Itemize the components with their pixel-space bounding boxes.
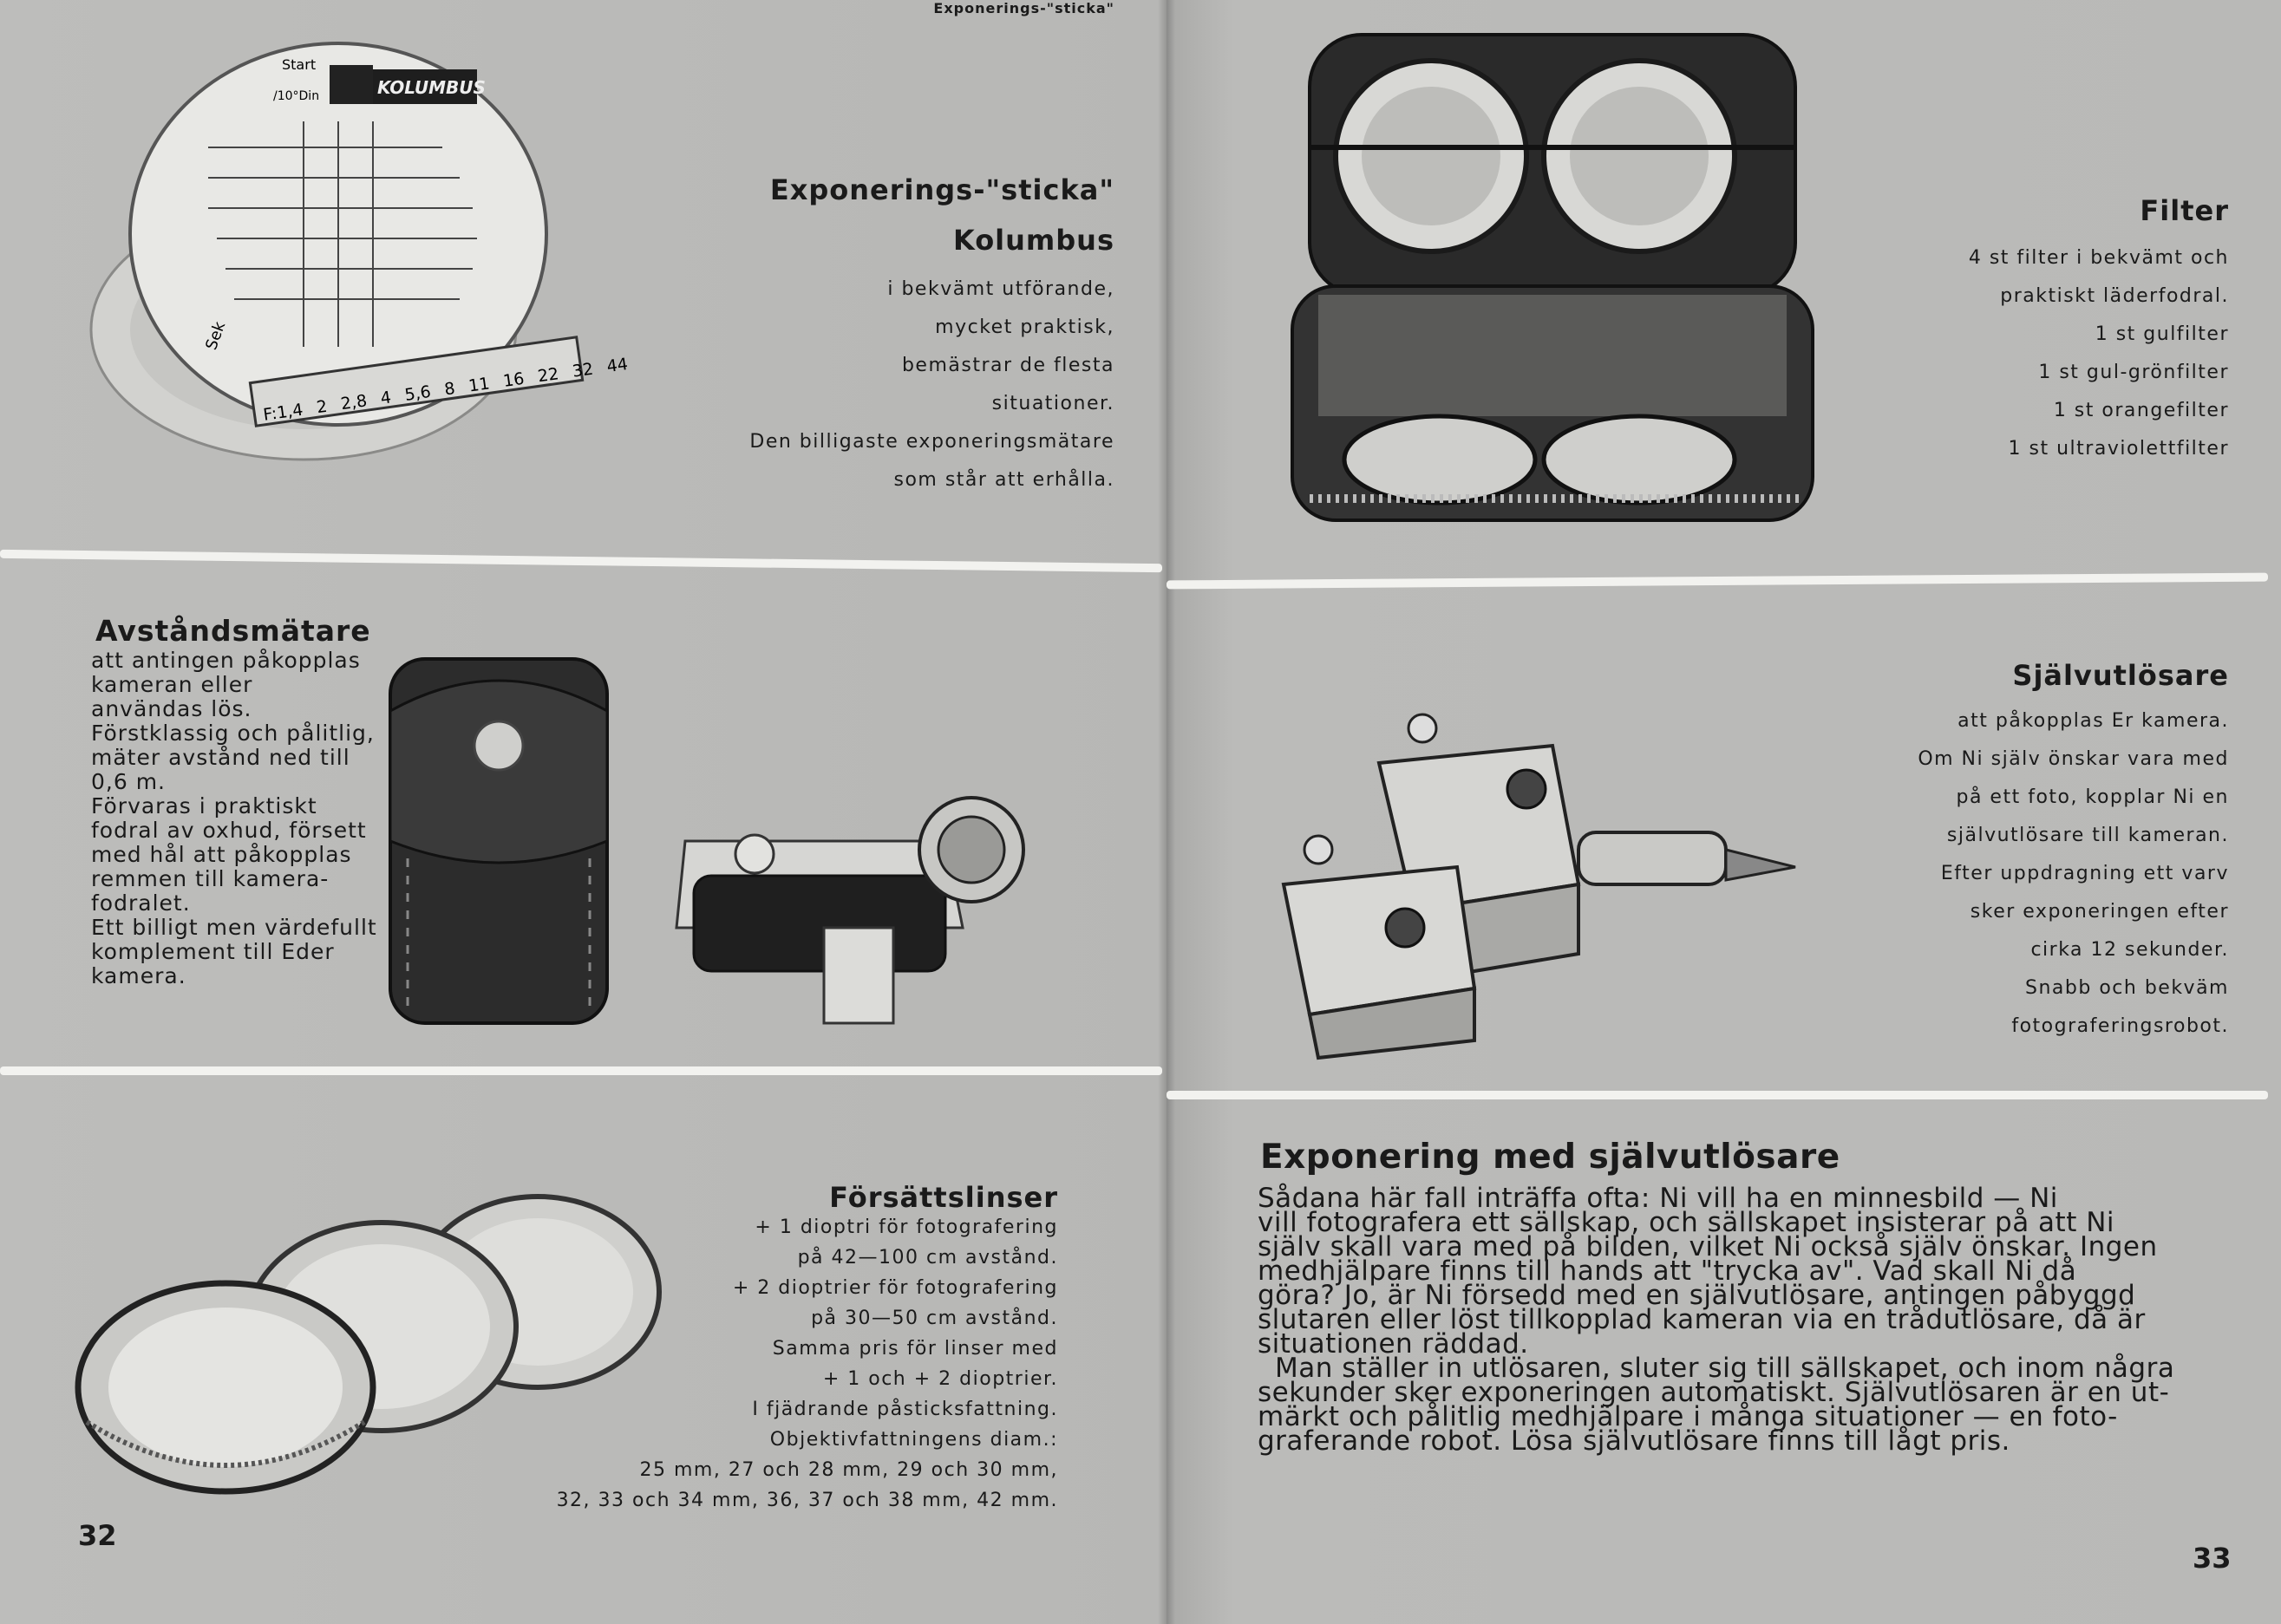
forsattslinser-body: + 1 dioptri för fotografering på 42—100 cm avstånd. + 2 dioptrier för fotografering på 30—50 cm avstånd. Samma pris för linser med + 1 och + 2 dioptrier. I fjädrande påsticksfattning. Objektivfattningens diam.: 25 mm, 27 och 28 mm, 29 och 30 mm, 32, 33 och 34 mm, 36, 37 och 38 mm, 42 mm. xyxy=(556,1216,1058,1511)
section-divider xyxy=(0,1066,1162,1075)
kolumbus-title-line-1: Exponerings-"sticka" xyxy=(769,173,1114,206)
svg-text:Start: Start xyxy=(282,56,317,73)
svg-text:F:1,4 2 2,8 4: F:1,4 2 2,8 4 5,6 8 11 16 22 32 44 xyxy=(262,354,630,425)
kolumbus-body: i bekvämt utförande, mycket praktisk, bemästrar de flesta situationer. Den billigaste exponeringsmätare som står att erhålla. xyxy=(749,278,1114,491)
svg-text:/10°Din: /10°Din xyxy=(273,89,320,103)
avstandsmatare-title: Avståndsmätare xyxy=(95,614,371,648)
section-divider xyxy=(1167,1091,2268,1099)
exposure-calculator-dial-icon xyxy=(78,17,630,468)
page-number: 33 xyxy=(2193,1542,2232,1575)
sjalvutlosare-title: Självutlösare xyxy=(2012,659,2229,692)
kolumbus-title-line-1: Exponerings-"sticka" xyxy=(933,0,1114,16)
filter-title: Filter xyxy=(2140,194,2229,227)
kolumbus-brand-text: KOLUMBUS xyxy=(377,77,486,98)
page-number: 32 xyxy=(78,1519,117,1552)
filter-body: 4 st filter i bekvämt och praktiskt läderfodral. 1 st gulfilter 1 st gul-grönfilter 1 st orangefilter 1 st ultraviolettfilter xyxy=(1968,247,2229,460)
rangefinder-with-leather-case-icon xyxy=(382,642,1075,1023)
self-timer-icon xyxy=(1266,694,1804,1058)
svg-text:Sek: Sek xyxy=(202,319,230,353)
avstandsmatare-body: att antingen påkopplas kameran eller användas lös. Förstklassig och pålitlig, mäter avstånd ned till 0,6 m. Förvaras i praktiskt fodral av oxhud, försett med hål att påkopplas remmen till kamera- fodralet. Ett billigt men värdefullt komplement till Eder kamera. xyxy=(91,648,377,988)
forsattslinser-title: Försättslinser xyxy=(829,1181,1058,1214)
filter-case-icon xyxy=(1275,26,1830,546)
exponering-body: Sådana här fall inträffa ofta: Ni vill ha en minnesbild — Ni vill fotografera ett sällskap, och sällskapet insisterar på att Ni själv skall vara med på bilden, vilket Ni också själv önskar. Ingen medhjälpare finns till hands att "trycka av". Vad skall Ni då göra? Jo, är Ni försedd med en självutlösare, antingen påbyggd slutaren eller löst tillkopplad kameran via en trådutlösare, då är situationen räddad. Man ställer in utlösaren, sluter sig till sällskapet, och inom några sekunder sker exponeringen automatiskt. Självutlösaren är en ut- märkt och pålitlig medhjälpare i många situationer — en foto- graferande robot. Lösa självutlösare finns till lågt pris. xyxy=(1258,1183,2175,1457)
sjalvutlosare-body: att påkopplas Er kamera. Om Ni själv önskar vara med på ett foto, kopplar Ni en självutlösare till kameran. Efter uppdragning ett varv sker exponeringen efter cirka 12 sekunder. Snabb och bekväm fotograferingsrobot. xyxy=(1918,710,2229,1037)
exponering-title: Exponering med självutlösare xyxy=(1260,1138,1840,1177)
kolumbus-title-line-2: Kolumbus xyxy=(952,224,1114,257)
book-gutter xyxy=(1158,0,1175,1624)
